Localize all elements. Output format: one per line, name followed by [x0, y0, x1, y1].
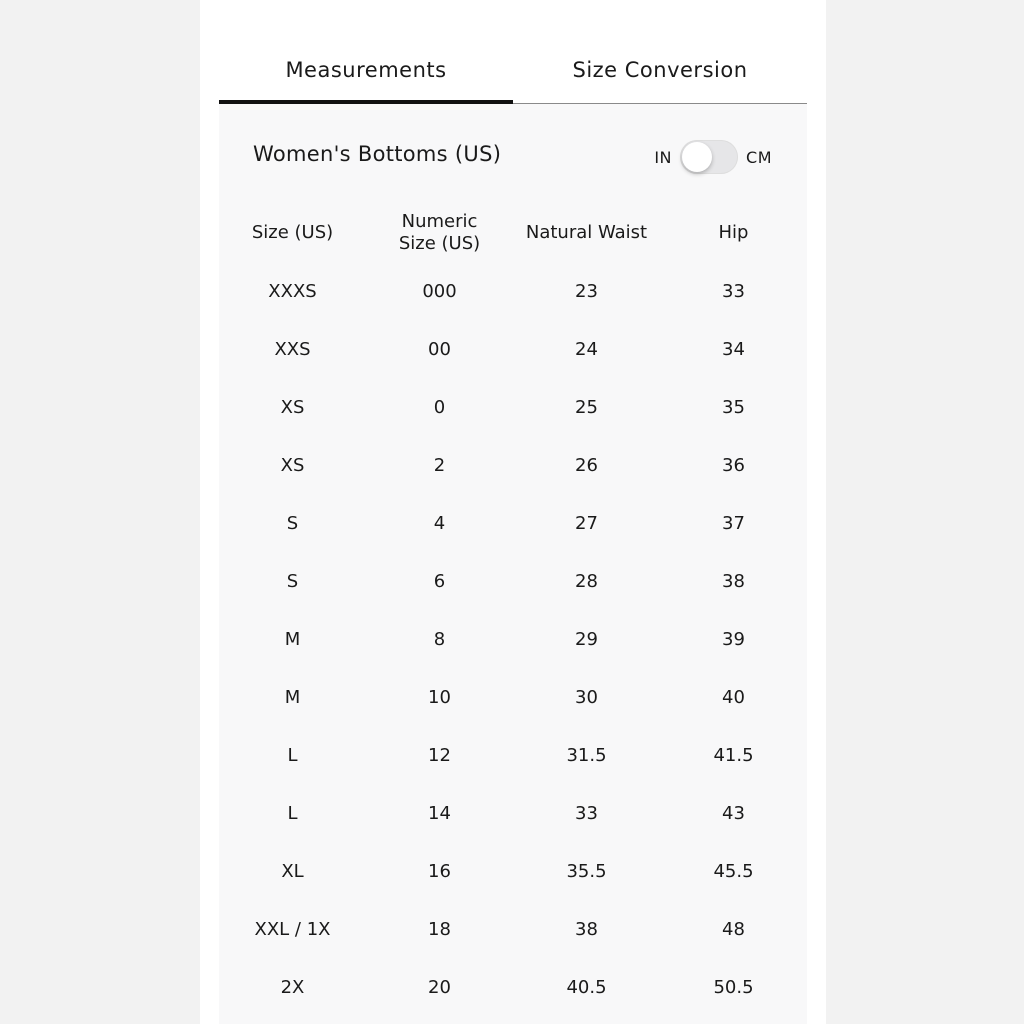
- cell-numeric-size: 12: [428, 744, 451, 766]
- cell-hip: 33: [722, 280, 745, 302]
- cell-natural-waist: 28: [575, 570, 598, 592]
- cell-size: XXL / 1X: [254, 918, 331, 940]
- tab-measurements[interactable]: Measurements: [219, 40, 513, 104]
- table-row: [219, 436, 807, 494]
- cell-numeric-size: 4: [433, 512, 446, 534]
- cell-numeric-size: 8: [433, 628, 446, 650]
- cell-hip: 48: [722, 918, 745, 940]
- table-row: [219, 494, 807, 552]
- tab-bar: [219, 40, 807, 104]
- cell-natural-waist: 35.5: [566, 860, 607, 882]
- table-row: [219, 610, 807, 668]
- cell-natural-waist: 38: [575, 918, 598, 940]
- size-table: [219, 204, 807, 1016]
- table-row: [219, 784, 807, 842]
- table-header-row: [219, 204, 807, 262]
- cell-natural-waist: 31.5: [566, 744, 607, 766]
- table-row: [219, 900, 807, 958]
- cell-size: 2X: [280, 976, 305, 998]
- cell-numeric-size: 18: [428, 918, 451, 940]
- cell-hip: 43: [722, 802, 745, 824]
- cell-natural-waist: 26: [575, 454, 598, 476]
- cell-size: M: [284, 628, 301, 650]
- cell-natural-waist: 33: [575, 802, 598, 824]
- background-right: [826, 0, 1024, 1024]
- cell-numeric-size: 10: [428, 686, 451, 708]
- cell-size: XXS: [274, 338, 311, 360]
- cell-size: XXXS: [268, 280, 317, 302]
- cell-hip: 35: [722, 396, 745, 418]
- table-row: [219, 958, 807, 1016]
- header-size: Size (US): [251, 222, 334, 243]
- cell-natural-waist: 25: [575, 396, 598, 418]
- cell-natural-waist: 30: [575, 686, 598, 708]
- table-body: [219, 262, 807, 1016]
- cell-natural-waist: 24: [575, 338, 598, 360]
- cell-numeric-size: 000: [422, 280, 457, 302]
- header-natural-waist: Natural Waist: [525, 222, 648, 243]
- table-row: [219, 668, 807, 726]
- cell-size: XS: [280, 396, 305, 418]
- cell-hip: 45.5: [713, 860, 754, 882]
- cell-numeric-size: 0: [433, 396, 446, 418]
- table-row: [219, 726, 807, 784]
- cell-size: L: [287, 802, 298, 824]
- cell-hip: 36: [722, 454, 745, 476]
- cell-numeric-size: 16: [428, 860, 451, 882]
- cell-size: L: [287, 744, 298, 766]
- cell-size: M: [284, 686, 301, 708]
- table-row: [219, 552, 807, 610]
- cell-numeric-size: 00: [428, 338, 451, 360]
- cell-hip: 41.5: [713, 744, 754, 766]
- size-chart-screen: [200, 0, 826, 1024]
- unit-toggle: [654, 140, 772, 174]
- unit-switch-knob: [682, 142, 712, 172]
- table-row: [219, 842, 807, 900]
- measurements-panel: [219, 104, 807, 1024]
- cell-numeric-size: 2: [433, 454, 446, 476]
- cell-numeric-size: 20: [428, 976, 451, 998]
- cell-hip: 37: [722, 512, 745, 534]
- cell-numeric-size: 6: [433, 570, 446, 592]
- unit-in-label: IN: [654, 147, 673, 167]
- cell-natural-waist: 27: [575, 512, 598, 534]
- unit-switch[interactable]: [680, 140, 738, 174]
- cell-size: S: [286, 570, 299, 592]
- cell-size: XL: [281, 860, 304, 882]
- table-row: [219, 262, 807, 320]
- cell-natural-waist: 40.5: [566, 976, 607, 998]
- table-row: [219, 378, 807, 436]
- table-row: [219, 320, 807, 378]
- background-left: [0, 0, 200, 1024]
- cell-hip: 38: [722, 570, 745, 592]
- unit-cm-label: CM: [746, 147, 772, 167]
- cell-natural-waist: 29: [575, 628, 598, 650]
- header-hip: Hip: [718, 222, 749, 243]
- chart-title: Women's Bottoms (US): [253, 142, 502, 166]
- cell-hip: 40: [722, 686, 745, 708]
- cell-hip: 39: [722, 628, 745, 650]
- cell-hip: 50.5: [713, 976, 754, 998]
- cell-size: XS: [280, 454, 305, 476]
- tab-size-conversion[interactable]: Size Conversion: [513, 40, 807, 104]
- cell-size: S: [286, 512, 299, 534]
- cell-hip: 34: [722, 338, 745, 360]
- cell-numeric-size: 14: [428, 802, 451, 824]
- cell-natural-waist: 23: [575, 280, 598, 302]
- header-numeric-size: Numeric Size (US): [398, 211, 481, 254]
